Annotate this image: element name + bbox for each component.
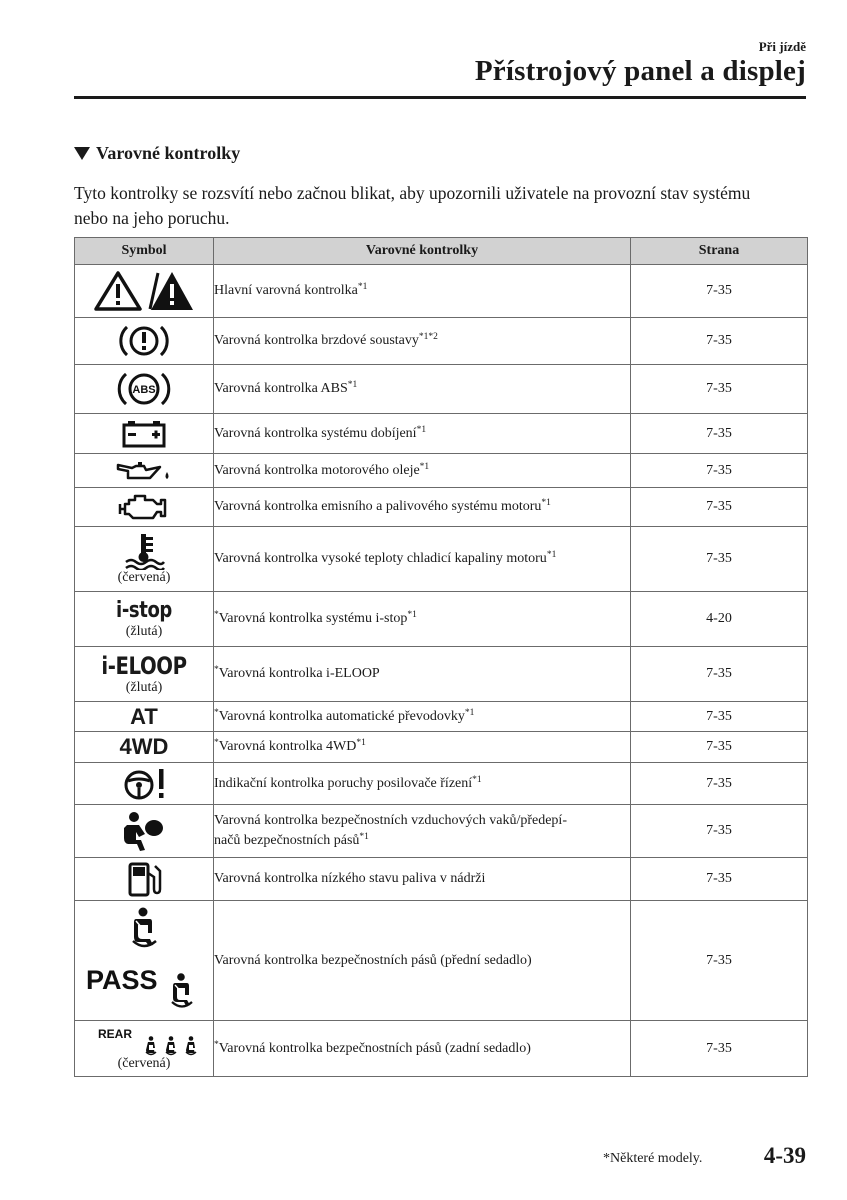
table-row <box>75 365 808 414</box>
color-note: (červená) <box>117 570 171 585</box>
description-cell: Varovná kontrolka bezpečnostních vzduchových vaků/předepí- načů bezpečnostních pásů$^{*1}$ <box>214 805 631 858</box>
description-cell: *Varovná kontrolka bezpečnostních pásů (zadní sedadlo) <box>214 1021 631 1077</box>
page-cell: 7-35 <box>631 702 808 732</box>
table-row <box>75 647 808 702</box>
description-cell: *Varovná kontrolka 4WD$^{*1}$ <box>214 732 631 763</box>
table-row <box>75 265 808 318</box>
table-row <box>75 805 808 858</box>
page-cell: 7-35 <box>631 318 808 365</box>
table-row <box>75 763 808 805</box>
page-cell: 7-35 <box>631 647 808 702</box>
page-cell: 7-35 <box>631 901 808 1021</box>
symbol-cell <box>75 858 214 901</box>
page-cell: 7-35 <box>631 488 808 527</box>
table-row <box>75 527 808 592</box>
symbol-cell <box>75 805 214 858</box>
table-row <box>75 1021 808 1077</box>
warning-lights-table <box>74 237 808 1077</box>
table-row <box>75 732 808 763</box>
page-cell: 7-35 <box>631 805 808 858</box>
section-heading-text: Varovné kontrolky <box>96 143 241 163</box>
table-row <box>75 454 808 488</box>
power-steering-icon <box>119 766 169 802</box>
symbol-cell <box>75 265 214 318</box>
running-head: Při jízdě <box>758 39 806 54</box>
symbol-cell <box>75 702 214 732</box>
table-header-row <box>75 238 808 265</box>
table-row <box>75 414 808 454</box>
page-cell: 7-35 <box>631 527 808 592</box>
color-note: (žlutá) <box>125 680 163 695</box>
page-cell: 7-35 <box>631 414 808 454</box>
description-cell: Varovná kontrolka brzdové soustavy$^{*1*2}$ <box>214 318 631 365</box>
intro-paragraph: Tyto kontrolky se rozsvítí nebo začnou blikat, aby upozornili uživatele na provozní stav systému nebo na jeho poruchu. <box>74 183 751 228</box>
check-engine-icon <box>117 492 171 522</box>
description-cell: *Varovná kontrolka automatické převodovky$^{*1}$ <box>214 702 631 732</box>
page-cell: 7-35 <box>631 732 808 763</box>
symbol-cell <box>75 318 214 365</box>
description-cell: Varovná kontrolka vysoké teploty chladicí kapaliny motoru$^{*1}$ <box>214 527 631 592</box>
chapter-title: Přístrojový panel a displej <box>474 55 806 87</box>
table-row <box>75 318 808 365</box>
description-cell: Hlavní varovná kontrolka$^{*1}$ <box>214 265 631 318</box>
table-row <box>75 858 808 901</box>
footnote: *Některé modely. <box>603 1151 703 1166</box>
symbol-cell <box>75 365 214 414</box>
table-row <box>75 488 808 527</box>
symbol-cell <box>75 414 214 454</box>
symbol-cell <box>75 454 214 488</box>
airbag-icon <box>119 810 169 852</box>
symbol-cell <box>75 732 214 763</box>
description-cell: Varovná kontrolka motorového oleje$^{*1}$ <box>214 454 631 488</box>
description-cell: Varovná kontrolka emisního a palivového systému motoru$^{*1}$ <box>214 488 631 527</box>
symbol-cell <box>75 763 214 805</box>
description-cell: Varovná kontrolka systému dobíjení$^{*1}$ <box>214 414 631 454</box>
page-number: 4-39 <box>763 1143 806 1168</box>
description-cell: *Varovná kontrolka i-ELOOP <box>214 647 631 702</box>
i-eloop-icon: i-ELOOP <box>101 652 187 680</box>
abs-warning-icon <box>117 369 171 409</box>
symbol-cell <box>75 901 214 1021</box>
page-cell: 7-35 <box>631 265 808 318</box>
oil-pressure-icon <box>114 459 174 483</box>
description-cell: Varovná kontrolka nízkého stavu paliva v nádrži <box>214 858 631 901</box>
page-cell: 7-35 <box>631 1021 808 1077</box>
i-stop-icon: i-stop <box>116 598 172 623</box>
coolant-temperature-icon <box>122 532 166 570</box>
color-note: (červená) <box>117 1055 171 1071</box>
symbol-cell <box>75 1021 214 1077</box>
low-fuel-icon <box>124 861 164 897</box>
seat-belt-rear-icon <box>84 1026 204 1056</box>
header-warning-lights: Varovné kontrolky <box>214 238 631 265</box>
description-cell: Varovná kontrolka ABS$^{*1}$ <box>214 365 631 414</box>
section-heading <box>74 143 240 164</box>
rear-label: REAR <box>98 1026 133 1041</box>
color-note: (žlutá) <box>125 624 163 639</box>
battery-charging-icon <box>119 419 169 449</box>
symbol-cell <box>75 488 214 527</box>
symbol-cell <box>75 592 214 647</box>
page-cell: 7-35 <box>631 365 808 414</box>
brake-warning-icon <box>118 321 170 361</box>
at-icon: AT <box>130 703 158 729</box>
svg-text:ABS: ABS <box>132 384 156 396</box>
triangle-bullet-icon <box>74 147 90 160</box>
header-page: Strana <box>631 238 808 265</box>
page-cell: 4-20 <box>631 592 808 647</box>
description-cell: *Varovná kontrolka systému i-stop$^{*1}$ <box>214 592 631 647</box>
description-cell: Indikační kontrolka poruchy posilovače řízení$^{*1}$ <box>214 763 631 805</box>
page-cell: 7-35 <box>631 454 808 488</box>
symbol-cell <box>75 527 214 592</box>
header-symbol: Symbol <box>75 238 214 265</box>
table-row <box>75 592 808 647</box>
4wd-icon: 4WD <box>119 734 169 759</box>
seat-belt-front-icon <box>84 905 204 1017</box>
header-rule <box>74 96 806 99</box>
master-warning-icon <box>94 269 194 313</box>
pass-label: PASS <box>86 964 158 995</box>
page-cell: 7-35 <box>631 763 808 805</box>
table-row <box>75 901 808 1021</box>
description-cell: Varovná kontrolka bezpečnostních pásů (přední sedadlo) <box>214 901 631 1021</box>
page-cell: 7-35 <box>631 858 808 901</box>
symbol-cell <box>75 647 214 702</box>
table-row <box>75 702 808 732</box>
